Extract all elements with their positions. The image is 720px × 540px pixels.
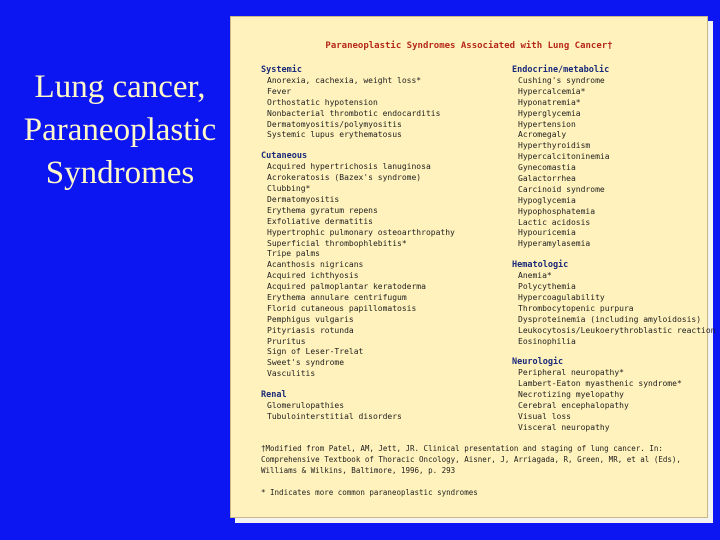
syndrome-item: Galactorrhea <box>518 174 576 184</box>
syndrome-item: Fever <box>267 86 292 96</box>
syndrome-item: Thrombocytopenic purpura <box>518 303 634 313</box>
slide-title-line-1: Lung cancer, <box>34 69 206 105</box>
syndrome-item: Sweet's syndrome <box>267 358 345 368</box>
syndrome-item: Sign of Leser-Trelat <box>267 347 364 357</box>
syndrome-item: Exfoliative dermatitis <box>267 216 373 226</box>
syndrome-item: Superficial thrombophlebitis* <box>267 238 407 248</box>
syndrome-item: Cushing's syndrome <box>518 76 605 85</box>
syndrome-item: Clubbing* <box>267 184 311 194</box>
syndrome-item: Carcinoid syndrome <box>518 184 605 194</box>
slide-title-line-3: Syndromes <box>45 155 195 191</box>
syndrome-item: Hyponatremia* <box>518 97 581 107</box>
syndrome-item: Hypouricemia <box>518 228 576 238</box>
syndrome-item: Dysproteinemia (including amyloidosis) <box>518 314 702 324</box>
syndrome-item: Gynecomastia <box>518 163 576 173</box>
syndrome-item: Hyperglycemia <box>518 108 581 118</box>
syndrome-item: Hypertension <box>518 119 576 129</box>
syndrome-item: Anorexia, cachexia, weight loss* <box>267 76 422 85</box>
syndrome-item: Hypophosphatemia <box>518 206 596 216</box>
syndrome-item: Hypercoagulability <box>518 293 605 303</box>
syndrome-item: Leukocytosis/Leukoerythroblastic reaction <box>518 325 716 335</box>
syndrome-item: Lambert-Eaton myasthenic syndrome* <box>518 379 682 389</box>
table-title: Paraneoplastic Syndromes Associated with Lung Cancer† <box>325 41 613 51</box>
slide-title <box>12 66 228 195</box>
footnote-source: †Modified from Patel, AM, Jett, JR. Clinical presentation and staging of lung cancer. In: Comprehensive Textbook of Thoracic Oncology, Aisner, J, Arriagada, R, Green, MR, et al (Eds), Williams & Wilkins, Baltimore, 1996, p. 293 <box>261 444 681 475</box>
footnotes <box>261 444 701 499</box>
syndrome-item: Pemphigus vulgaris <box>267 314 354 324</box>
syndrome-item: Florid cutaneous papillomatosis <box>267 303 417 313</box>
syndrome-item: Anemia* <box>518 271 552 281</box>
syndrome-item: Cerebral encephalopathy <box>518 401 629 411</box>
syndrome-item: Orthostatic hypotension <box>267 97 378 107</box>
footnote-asterisk: * Indicates more common paraneoplastic syndromes <box>261 488 478 498</box>
syndrome-item: Acquired palmoplantar keratoderma <box>267 282 426 292</box>
syndrome-item: Visual loss <box>518 412 571 422</box>
syndrome-item: Pruritus <box>267 336 306 346</box>
section-heading: Cutaneous <box>261 151 308 162</box>
syndrome-item: Necrotizing myelopathy <box>518 390 624 400</box>
syndrome-item: Polycythemia <box>518 282 576 292</box>
syndrome-item: Acquired ichthyosis <box>267 271 359 281</box>
syndrome-item: Dermatomyositis/polymyositis <box>267 119 402 129</box>
section-heading: Renal <box>261 390 287 401</box>
syndrome-item: Systemic lupus erythematosus <box>267 130 402 140</box>
syndrome-item: Erythema annulare centrifugum <box>267 293 407 303</box>
syndrome-item: Glomerulopathies <box>267 401 345 411</box>
left-column <box>261 65 455 423</box>
syndrome-item: Acromegaly <box>518 130 567 140</box>
section-heading: Hematologic <box>512 260 569 271</box>
syndrome-item: Hypercalcemia* <box>518 86 586 96</box>
syndrome-item: Acquired hypertrichosis lanuginosa <box>267 162 431 172</box>
syndrome-item: Pityriasis rotunda <box>267 325 354 335</box>
syndrome-item: Acrokeratosis (Bazex's syndrome) <box>267 173 422 183</box>
syndrome-item: Lactic acidosis <box>518 217 591 227</box>
section-heading: Systemic <box>261 65 302 75</box>
syndromes-table <box>230 16 716 518</box>
section-heading: Neurologic <box>512 357 564 368</box>
section-heading: Endocrine/metabolic <box>512 65 610 75</box>
slide-title-line-2: Paraneoplastic <box>23 112 217 148</box>
syndrome-item: Tubulointerstitial disorders <box>267 412 402 422</box>
syndrome-item: Hyperthyroidism <box>518 141 591 151</box>
syndrome-item: Tripe palms <box>267 249 320 259</box>
syndrome-item: Hypoglycemia <box>518 195 576 205</box>
right-column <box>512 65 715 434</box>
syndrome-item: Hyperamylasemia <box>518 239 591 249</box>
syndrome-item: Visceral neuropathy <box>518 422 610 432</box>
syndrome-item: Vasculitis <box>267 369 316 379</box>
syndrome-item: Peripheral neuropathy* <box>518 368 624 378</box>
syndrome-item: Acanthosis nigricans <box>267 260 364 270</box>
syndrome-item: Hypercalcitoninemia <box>518 152 610 162</box>
syndrome-item: Erythema gyratum repens <box>267 205 378 215</box>
syndrome-item: Eosinophilia <box>518 336 576 346</box>
syndrome-item: Dermatomyositis <box>267 195 340 205</box>
syndrome-item: Hypertrophic pulmonary osteoarthropathy <box>267 227 455 237</box>
syndrome-item: Nonbacterial thrombotic endocarditis <box>267 108 441 118</box>
